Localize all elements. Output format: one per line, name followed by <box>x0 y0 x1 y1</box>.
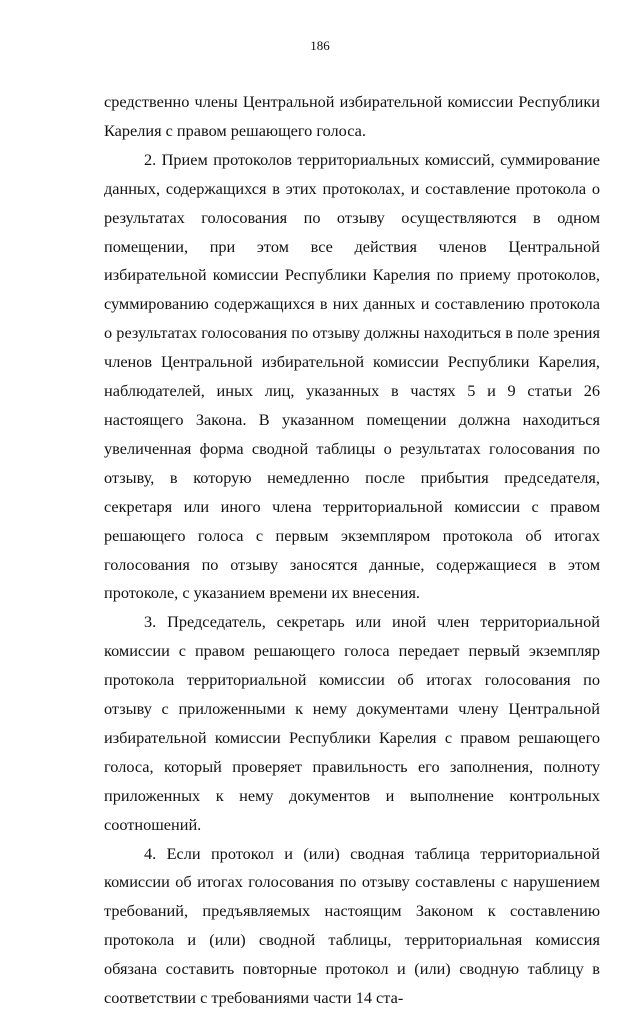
paragraph-2: 2. Прием протоколов территориальных комиссий, суммирование данных, содержащихся в этих протоколах, и составление протокола о результатах голосования по отзыву осуществляются в одном помещении, при этом все действия членов Центральной избирательной комиссии Республики Карелия по приему протоколов, суммированию содержащихся в них данных и составлению протокола о результатах голосования по отзыву должны находиться в поле зрения членов Центральной избирательной комиссии Республики Карелия, наблюдателей, иных лиц, указанных в частях 5 и 9 статьи 26 настоящего Закона. В указанном помещении должна находиться увеличенная форма сводной таблицы о результатах голосования по отзыву, в которую немедленно после прибытия председателя, секретаря или иного члена территориальной комиссии с правом решающего голоса с первым экземпляром протокола об итогах голосования по отзыву заносятся данные, содержащиеся в этом протоколе, с указанием времени их внесения. <box>104 149 600 603</box>
page-number: 186 <box>310 38 330 53</box>
paragraph-4: 4. Если протокол и (или) сводная таблица территориальной комиссии об итогах голосования по отзыву составлены с нарушением требований, предъявляемых настоящим Законом к составлению протокола и (или) сводной таблицы, территориальная комиссия обязана составить повторные протокол и (или) сводную таблицу в соответствии с требованиями части 14 ста- <box>104 843 600 1008</box>
paragraph-1: средственно члены Центральной избирательной комиссии Республики Карелия с правом решающего голоса. <box>104 92 600 140</box>
document-body <box>104 88 600 1013</box>
paragraph-3: 3. Председатель, секретарь или иной член территориальной комиссии с правом решающего голоса передает первый экземпляр протокола территориальной комиссии об итогах голосования по отзыву с приложенными к нему документами члену Центральной избирательной комиссии Республики Карелия с правом решающего голоса, который проверяет правильность его заполнения, полноту приложенных к нему документов и выполнение контрольных соотношений. <box>104 612 600 834</box>
